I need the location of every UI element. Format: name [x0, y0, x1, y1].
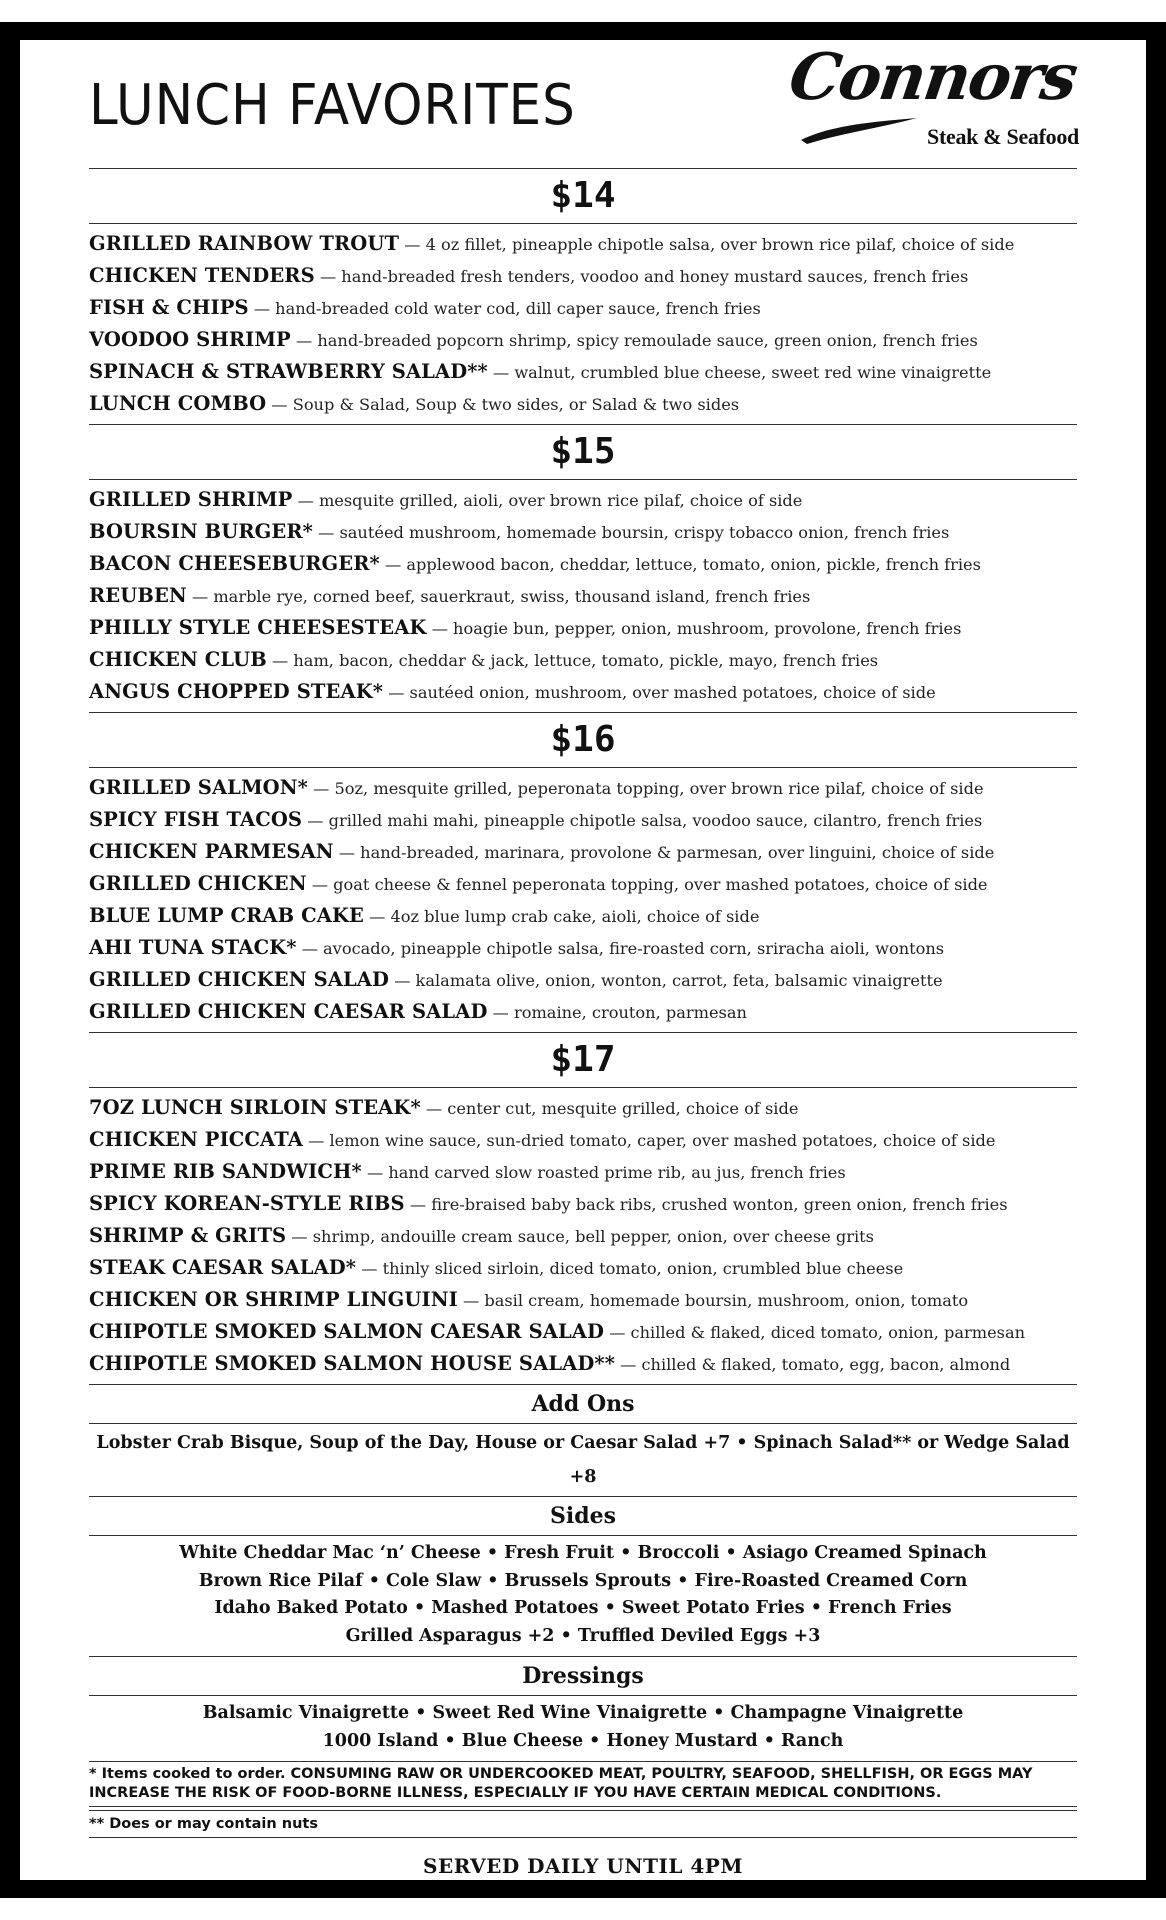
- menu-item-description: — hand-breaded, marinara, provolone & parmesan, over linguini, choice of side: [338, 843, 995, 862]
- menu-item: [89, 612, 1077, 644]
- menu-item: [89, 548, 1077, 580]
- menu-item: [89, 228, 1077, 260]
- menu-item-name: SPICY KOREAN-STYLE RIBS: [89, 1192, 405, 1215]
- menu-item-description: — hand-breaded cold water cod, dill caper sauce, french fries: [253, 299, 761, 318]
- menu-item-name: FISH & CHIPS: [89, 296, 249, 319]
- menu-item: [89, 324, 1077, 356]
- menu-item-description: — hand carved slow roasted prime rib, au jus, french fries: [367, 1163, 846, 1182]
- menu-item-name: GRILLED CHICKEN CAESAR SALAD: [89, 1000, 488, 1023]
- menu-item: [89, 1156, 1077, 1188]
- menu-item-description: — hand-breaded fresh tenders, voodoo and honey mustard sauces, french fries: [319, 267, 969, 286]
- menu-item-description: — romaine, crouton, parmesan: [492, 1003, 747, 1022]
- menu-items-14: [89, 224, 1077, 424]
- menu-item-description: — mesquite grilled, aioli, over brown rice pilaf, choice of side: [297, 491, 803, 510]
- menu-item-name: CHICKEN TENDERS: [89, 264, 315, 287]
- addons-block: [89, 1424, 1077, 1496]
- menu-item-name: GRILLED CHICKEN: [89, 872, 307, 895]
- menu-item-name: REUBEN: [89, 584, 187, 607]
- sides-block: [89, 1536, 1077, 1656]
- menu-item-description: — hand-breaded popcorn shrimp, spicy remoulade sauce, green onion, french fries: [295, 331, 978, 350]
- menu-item-description: — marble rye, corned beef, sauerkraut, swiss, thousand island, french fries: [192, 587, 811, 606]
- menu-item-description: — goat cheese & fennel peperonata topping, over mashed potatoes, choice of side: [311, 875, 988, 894]
- menu-items-15: [89, 480, 1077, 712]
- logo-script: Connors: [784, 40, 1081, 115]
- menu-item: [89, 292, 1077, 324]
- menu-item-name: PRIME RIB SANDWICH*: [89, 1160, 362, 1183]
- menu-item-name: 7OZ LUNCH SIRLOIN STEAK*: [89, 1096, 421, 1119]
- menu-item: [89, 676, 1077, 708]
- menu-item-name: CHIPOTLE SMOKED SALMON CAESAR SALAD: [89, 1320, 605, 1343]
- menu-item-description: — chilled & flaked, diced tomato, onion, parmesan: [609, 1323, 1026, 1342]
- addons-text: Lobster Crab Bisque, Soup of the Day, House or Caesar Salad +7 • Spinach Salad** or Wedge Salad +8: [96, 1433, 1070, 1487]
- menu-item: [89, 580, 1077, 612]
- menu-item: [89, 868, 1077, 900]
- menu-item-description: — walnut, crumbled blue cheese, sweet red wine vinaigrette: [492, 363, 992, 382]
- price-heading-17: $17: [550, 1039, 616, 1080]
- menu-item: [89, 484, 1077, 516]
- nut-warning: ** Does or may contain nuts: [89, 1816, 318, 1832]
- menu-item: [89, 260, 1077, 292]
- menu-item: [89, 900, 1077, 932]
- menu-item: [89, 1188, 1077, 1220]
- menu-item: [89, 1252, 1077, 1284]
- menu-item-name: GRILLED CHICKEN SALAD: [89, 968, 390, 991]
- menu-item-name: GRILLED RAINBOW TROUT: [89, 232, 400, 255]
- menu-item-description: — Soup & Salad, Soup & two sides, or Salad & two sides: [271, 395, 740, 414]
- menu-item-description: — center cut, mesquite grilled, choice of side: [425, 1099, 799, 1118]
- served-daily-text: SERVED DAILY UNTIL 4PM: [423, 1854, 743, 1878]
- menu-item: [89, 516, 1077, 548]
- menu-item-name: AHI TUNA STACK*: [89, 936, 297, 959]
- menu-frame: [0, 22, 1166, 1898]
- menu-content: [89, 40, 1081, 1878]
- dressings-line: 1000 Island • Blue Cheese • Honey Mustard • Ranch: [322, 1730, 844, 1751]
- logo-swoosh-icon: [799, 116, 919, 146]
- menu-items-16: [89, 768, 1077, 1032]
- menu-item-name: BOURSIN BURGER*: [89, 520, 313, 543]
- menu-item-description: — kalamata olive, onion, wonton, carrot, feta, balsamic vinaigrette: [394, 971, 943, 990]
- addons-heading: Add Ons: [531, 1391, 635, 1417]
- page-title: LUNCH FAVORITES: [89, 73, 576, 138]
- menu-item: [89, 1220, 1077, 1252]
- menu-item-name: CHICKEN OR SHRIMP LINGUINI: [89, 1288, 458, 1311]
- price-heading-14: $14: [550, 175, 616, 216]
- menu-item-name: LUNCH COMBO: [89, 392, 267, 415]
- dressings-block: [89, 1696, 1077, 1761]
- menu-item-description: — 4 oz fillet, pineapple chipotle salsa, over brown rice pilaf, choice of side: [404, 235, 1015, 254]
- menu-item-name: GRILLED SALMON*: [89, 776, 308, 799]
- menu-header: [89, 40, 1081, 168]
- logo-subtitle: Steak & Seafood: [927, 124, 1079, 149]
- menu-item-name: SPINACH & STRAWBERRY SALAD**: [89, 360, 488, 383]
- menu-item-description: — thinly sliced sirloin, diced tomato, onion, crumbled blue cheese: [361, 1259, 904, 1278]
- menu-item-name: ANGUS CHOPPED STEAK*: [89, 680, 384, 703]
- menu-item: [89, 996, 1077, 1028]
- menu-item-description: — basil cream, homemade boursin, mushroom, onion, tomato: [463, 1291, 969, 1310]
- menu-item-name: STEAK CAESAR SALAD*: [89, 1256, 357, 1279]
- menu-item-name: CHIPOTLE SMOKED SALMON HOUSE SALAD**: [89, 1352, 615, 1375]
- menu-item-name: BACON CHEESEBURGER*: [89, 552, 380, 575]
- menu-item-description: — 5oz, mesquite grilled, peperonata topping, over brown rice pilaf, choice of side: [313, 779, 984, 798]
- connors-logo: [784, 40, 1081, 158]
- menu-item-description: — 4oz blue lump crab cake, aioli, choice of side: [369, 907, 760, 926]
- menu-item: [89, 836, 1077, 868]
- menu-item-name: GRILLED SHRIMP: [89, 488, 293, 511]
- menu-item-name: CHICKEN PARMESAN: [89, 840, 334, 863]
- menu-item-description: — ham, bacon, cheddar & jack, lettuce, tomato, pickle, mayo, french fries: [272, 651, 879, 670]
- menu-item-name: PHILLY STYLE CHEESESTEAK: [89, 616, 427, 639]
- raw-food-warning: * Items cooked to order. CONSUMING RAW OR UNDERCOOKED MEAT, POULTRY, SEAFOOD, SHELLFISH, OR EGGS MAY INCREASE THE RISK OF FOOD-BORNE ILLNESS, ESPECIALLY IF YOU HAVE CERTAIN MEDICAL CONDITIONS.: [89, 1766, 1033, 1801]
- menu-item: [89, 932, 1077, 964]
- menu-item-name: CHICKEN CLUB: [89, 648, 267, 671]
- menu-item: [89, 1316, 1077, 1348]
- sides-line: Grilled Asparagus +2 • Truffled Deviled Eggs +3: [345, 1625, 821, 1646]
- menu-item-description: — fire-braised baby back ribs, crushed wonton, green onion, french fries: [409, 1195, 1008, 1214]
- menu-items-17: [89, 1088, 1077, 1384]
- menu-item-description: — applewood bacon, cheddar, lettuce, tomato, onion, pickle, french fries: [385, 555, 981, 574]
- menu-item: [89, 1124, 1077, 1156]
- price-heading-16: $16: [550, 719, 616, 760]
- menu-item: [89, 388, 1077, 420]
- menu-item: [89, 772, 1077, 804]
- menu-item-description: — sautéed onion, mushroom, over mashed potatoes, choice of side: [388, 683, 936, 702]
- menu-item: [89, 1092, 1077, 1124]
- menu-item: [89, 644, 1077, 676]
- menu-item: [89, 1284, 1077, 1316]
- menu-item-description: — chilled & flaked, tomato, egg, bacon, almond: [620, 1355, 1011, 1374]
- price-heading-15: $15: [550, 431, 616, 472]
- menu-item-description: — grilled mahi mahi, pineapple chipotle salsa, voodoo sauce, cilantro, french fries: [307, 811, 983, 830]
- menu-item-description: — lemon wine sauce, sun-dried tomato, caper, over mashed potatoes, choice of side: [308, 1131, 996, 1150]
- divider: [89, 1806, 1077, 1807]
- menu-item-description: — shrimp, andouille cream sauce, bell pepper, onion, over cheese grits: [291, 1227, 874, 1246]
- menu-item-description: — hoagie bun, pepper, onion, mushroom, provolone, french fries: [431, 619, 962, 638]
- menu-item-name: SHRIMP & GRITS: [89, 1224, 287, 1247]
- menu-item: [89, 804, 1077, 836]
- menu-item-name: BLUE LUMP CRAB CAKE: [89, 904, 364, 927]
- menu-item-name: CHICKEN PICCATA: [89, 1128, 303, 1151]
- menu-item: [89, 1348, 1077, 1380]
- menu-item: [89, 964, 1077, 996]
- menu-item-name: SPICY FISH TACOS: [89, 808, 303, 831]
- dressings-heading: Dressings: [522, 1663, 644, 1689]
- dressings-line: Balsamic Vinaigrette • Sweet Red Wine Vinaigrette • Champagne Vinaigrette: [202, 1703, 964, 1723]
- menu-item-description: — sautéed mushroom, homemade boursin, crispy tobacco onion, french fries: [318, 523, 950, 542]
- menu-item-name: VOODOO SHRIMP: [89, 328, 291, 351]
- sides-heading: Sides: [549, 1503, 616, 1529]
- sides-line: White Cheddar Mac ‘n’ Cheese • Fresh Fruit • Broccoli • Asiago Creamed Spinach: [179, 1543, 987, 1563]
- sides-line: Brown Rice Pilaf • Cole Slaw • Brussels Sprouts • Fire-Roasted Creamed Corn: [198, 1570, 968, 1591]
- menu-item: [89, 356, 1077, 388]
- menu-item-description: — avocado, pineapple chipotle salsa, fire-roasted corn, sriracha aioli, wontons: [301, 939, 945, 958]
- sides-line: Idaho Baked Potato • Mashed Potatoes • Sweet Potato Fries • French Fries: [214, 1598, 952, 1618]
